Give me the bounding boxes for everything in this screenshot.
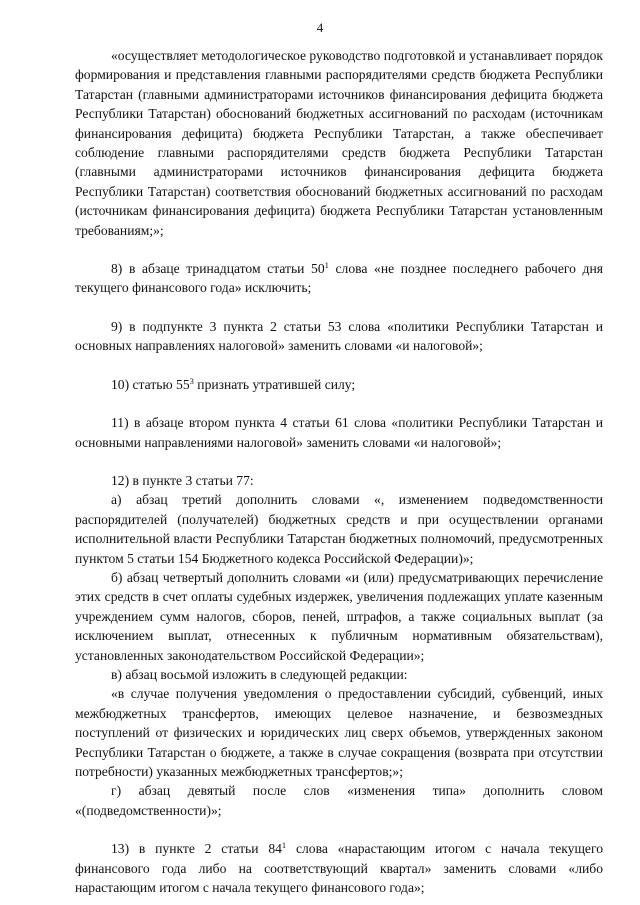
paragraph-item-10 — [75, 375, 603, 394]
text-fragment: признать утратившей силу; — [193, 376, 356, 392]
page-number: 4 — [316, 20, 324, 35]
paragraph-quoted-text: «осуществляет методологическое руководство подготовкой и устанавливает порядок формирования и представления главными распорядителями средств бюджета Республики Татарстан (главными администраторами источников финансирования дефицита бюджета Республики Татарстан) обоснований бюджетных ассигнований по расходам (источникам финансирования дефицита) бюджета Республики Татарстан, а также обеспечивает соблюдение главными распорядителями средств бюджета Республики Татарстан (главными администраторами источников финансирования дефицита бюджета Республики Татарстан) соответствия обоснований бюджетных ассигнований по расходам (источникам финансирования дефицита) бюджета Республики Татарстан установленным требованиям;»; — [75, 48, 603, 238]
text-fragment: слова «нарастающим итогом с начала текущего финансового года либо на соответствующий квартал» заменить словами «либо нарастающим итогом с начала текущего финансового года»; — [75, 841, 604, 896]
paragraph-item-12: 12) в пункте 3 статьи 77: — [111, 472, 254, 488]
document-body — [75, 46, 603, 897]
superscript: 1 — [281, 840, 287, 851]
text-fragment: 10) статью 55 — [111, 376, 190, 392]
paragraph-subitem-b: б) абзац четвертый дополнить словами «и (или) предусматривающих перечисление этих средств в счет оплаты судебных издержек, увеличения подлежащих уплате казенным учреждением сумм налогов, сборов, пеней, штрафов, а также социальных выплат (за исключением выплат, отнесенных к публичным нормативным обязательствам), установленных законодательством Российской Федерации»; — [75, 569, 603, 663]
paragraph-subitem-g: г) абзац девятый после слов «изменения типа» дополнить словом «(подведомственности)»; — [75, 783, 603, 818]
paragraph-subitem-a: а) абзац третий дополнить словами «, изменением подведомственности распорядителей (получателей) бюджетных средств и при осуществлении органами исполнительной власти Республики Татарстан бюджетных полномочий, предусмотренных пунктом 5 статьи 154 Бюджетного кодекса Российской Федерации)»; — [75, 492, 603, 566]
text-fragment: 13) в пункте 2 статьи 84 — [111, 841, 282, 857]
paragraph-item-9: 9) в подпункте 3 пункта 2 статьи 53 слова «политики Республики Татарстан и основных направлениях налоговой» заменить словами «и налоговой»; — [75, 318, 603, 354]
paragraph-item-11: 11) в абзаце втором пункта 4 статьи 61 слова «политики Республики Татарстан и основными направлениями налоговой» заменить словами «и налоговой»; — [75, 415, 603, 450]
paragraph-item-8 — [75, 259, 603, 298]
paragraph-subitem-v: в) абзац восьмой изложить в следующей редакции: — [111, 666, 408, 682]
superscript: 3 — [189, 375, 194, 386]
text-fragment: слова «не позднее последнего рабочего дня текущего финансового года» исключить; — [75, 261, 603, 296]
text-fragment: 8) в абзаце тринадцатом статьи 50 — [111, 261, 325, 277]
superscript: 1 — [324, 260, 329, 271]
paragraph-item-13 — [75, 839, 603, 897]
paragraph-subitem-v-quote: «в случае получения уведомления о предоставлении субсидий, субвенций, иных межбюджетных трансфертов, имеющих целевое назначение, и безвозмездных поступлений от физических и юридических лиц сверх объемов, утвержденных законом Республики Татарстан о бюджете, а также в случае сокращения (возврата при отсутствии потребности) указанных межбюджетных трансфертов;»; — [75, 686, 603, 779]
